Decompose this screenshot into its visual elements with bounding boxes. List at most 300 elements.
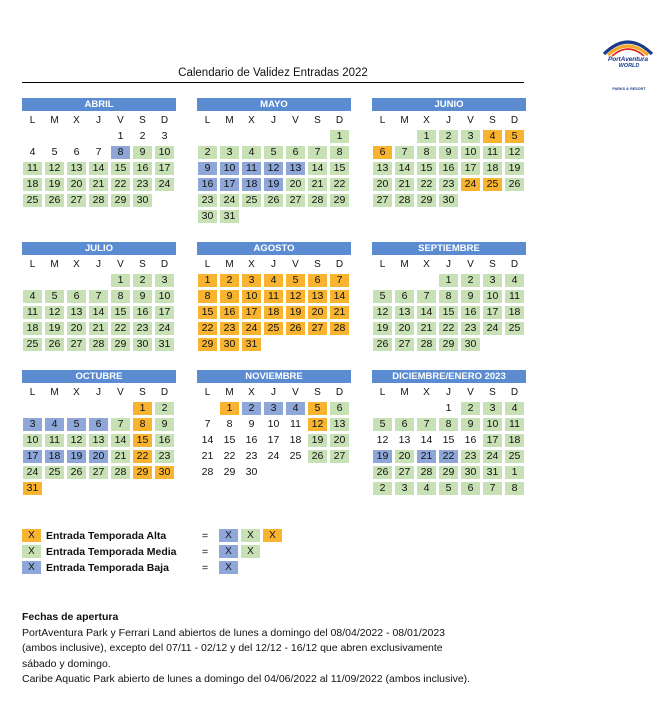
day-cell: 26 [308, 450, 327, 463]
day-cell: 15 [417, 162, 436, 175]
day-cell: 15 [111, 162, 130, 175]
weekday-label: L [204, 259, 211, 270]
weekday-label: M [50, 387, 59, 398]
day-cell: 15 [133, 434, 152, 447]
day-cell: 6 [330, 402, 349, 415]
weekday-label: M [50, 259, 59, 270]
legend-label: Entrada Temporada Media [46, 546, 177, 558]
weekday-label: J [96, 387, 101, 398]
day-cell: 24 [483, 322, 502, 335]
day-cell: 13 [395, 306, 414, 319]
day-cell: 7 [89, 290, 108, 303]
day-cell: 2 [439, 130, 458, 143]
day-cell: 27 [330, 450, 349, 463]
day-cell: 18 [505, 434, 524, 447]
day-cell: 17 [23, 450, 42, 463]
day-cell: 15 [223, 434, 236, 446]
day-cell: 14 [395, 162, 414, 175]
weekday-label: V [292, 387, 299, 398]
day-cell: 2 [461, 274, 480, 287]
day-cell: 26 [286, 322, 305, 335]
day-cell: 19 [45, 322, 64, 335]
day-cell: 29 [198, 338, 217, 351]
day-cell: 8 [111, 290, 130, 303]
day-cell: 2 [155, 402, 174, 415]
weekday-label: S [314, 259, 321, 270]
day-cell: 28 [417, 466, 436, 479]
day-cell: 29 [439, 338, 458, 351]
weekday-label: D [510, 115, 519, 126]
weekday-label: M [400, 387, 409, 398]
day-cell: 29 [111, 194, 130, 207]
day-cell: 19 [264, 178, 283, 191]
day-cell: 17 [155, 162, 174, 175]
weekday-label: D [510, 259, 519, 270]
month-header: MAYO [197, 98, 351, 111]
day-cell: 9 [155, 418, 174, 431]
weekday-label: V [117, 259, 124, 270]
day-cell: 17 [242, 306, 261, 319]
month-days-grid [197, 383, 351, 491]
month-header: SEPTIEMBRE [372, 242, 526, 255]
day-cell: 14 [111, 434, 130, 447]
day-cell: 2 [461, 402, 480, 415]
day-cell: 11 [505, 290, 524, 303]
month-calendar [197, 242, 351, 363]
weekday-label: M [225, 115, 234, 126]
day-cell: 5 [264, 146, 283, 159]
weekday-label: V [292, 259, 299, 270]
day-cell: 27 [308, 322, 327, 335]
day-cell: 28 [417, 338, 436, 351]
day-cell: 11 [45, 434, 64, 447]
day-cell: 1 [445, 402, 452, 414]
day-cell: 25 [242, 194, 261, 207]
day-cell: 15 [439, 306, 458, 319]
weekday-label: X [73, 387, 80, 398]
day-cell: 11 [290, 418, 301, 430]
day-cell: 1 [198, 274, 217, 287]
opening-dates-notes [22, 610, 542, 688]
day-cell: 28 [201, 466, 214, 478]
day-cell: 3 [483, 274, 502, 287]
weekday-label: L [204, 115, 211, 126]
day-cell: 2 [242, 402, 261, 415]
month-days-grid [22, 255, 176, 363]
day-cell: 23 [198, 194, 217, 207]
day-cell: 7 [204, 418, 211, 430]
day-cell: 1 [111, 274, 130, 287]
day-cell: 10 [242, 290, 261, 303]
day-cell: 13 [308, 290, 327, 303]
legend-equals: = [202, 546, 209, 558]
weekday-label: V [467, 259, 474, 270]
month-header: JULIO [22, 242, 176, 255]
notes-heading: Fechas de apertura [22, 611, 119, 623]
weekday-label: D [335, 387, 344, 398]
day-cell: 20 [330, 434, 349, 447]
day-cell: 14 [89, 306, 108, 319]
day-cell: 17 [461, 162, 480, 175]
day-cell: 5 [51, 146, 58, 158]
day-cell: 22 [111, 322, 130, 335]
day-cell: 20 [373, 178, 392, 191]
weekday-label: V [467, 115, 474, 126]
day-cell: 26 [505, 178, 524, 191]
day-cell: 1 [330, 130, 349, 143]
day-cell: 22 [198, 322, 217, 335]
weekday-label: D [160, 115, 169, 126]
weekday-label: L [29, 387, 36, 398]
month-days-grid [22, 111, 176, 219]
day-cell: 25 [289, 450, 302, 462]
day-cell: 8 [198, 290, 217, 303]
month-header: AGOSTO [197, 242, 351, 255]
day-cell: 7 [417, 418, 436, 431]
day-cell: 12 [505, 146, 524, 159]
day-cell: 3 [155, 274, 174, 287]
day-cell: 13 [398, 434, 411, 446]
day-cell: 5 [67, 418, 86, 431]
day-cell: 19 [67, 450, 86, 463]
day-cell: 23 [245, 450, 258, 462]
day-cell: 18 [483, 162, 502, 175]
weekday-label: M [225, 259, 234, 270]
day-cell: 5 [373, 290, 392, 303]
legend-valid-box: X [241, 545, 260, 558]
day-cell: 1 [439, 274, 458, 287]
day-cell: 16 [155, 434, 174, 447]
month-calendar [197, 370, 351, 491]
weekday-label: X [73, 259, 80, 270]
weekday-label: J [96, 115, 101, 126]
day-cell: 10 [461, 146, 480, 159]
day-cell: 27 [395, 338, 414, 351]
month-days-grid [22, 383, 176, 494]
day-cell: 23 [133, 178, 152, 191]
day-cell: 21 [201, 450, 214, 462]
day-cell: 7 [395, 146, 414, 159]
day-cell: 30 [439, 194, 458, 207]
day-cell: 10 [155, 290, 174, 303]
day-cell: 14 [201, 434, 214, 446]
legend-valid-box: X [219, 545, 238, 558]
day-cell: 6 [461, 482, 480, 495]
day-cell: 26 [264, 194, 283, 207]
day-cell: 5 [308, 402, 327, 415]
day-cell: 20 [395, 322, 414, 335]
weekday-label: M [400, 115, 409, 126]
day-cell: 12 [308, 418, 327, 431]
day-cell: 29 [330, 194, 349, 207]
day-cell: 3 [395, 482, 414, 495]
day-cell: 21 [111, 450, 130, 463]
logo-line-1: PortAventura [608, 56, 648, 63]
day-cell: 3 [461, 130, 480, 143]
day-cell: 14 [417, 306, 436, 319]
day-cell: 9 [220, 290, 239, 303]
day-cell: 6 [286, 146, 305, 159]
day-cell: 30 [220, 338, 239, 351]
day-cell: 12 [264, 162, 283, 175]
day-cell: 28 [89, 194, 108, 207]
month-header: JUNIO [372, 98, 526, 111]
weekday-label: L [29, 115, 36, 126]
month-days-grid [372, 255, 526, 363]
day-cell: 10 [23, 434, 42, 447]
day-cell: 21 [308, 178, 327, 191]
month-header: OCTUBRE [22, 370, 176, 383]
day-cell: 24 [461, 178, 480, 191]
day-cell: 14 [420, 434, 433, 446]
day-cell: 17 [483, 434, 502, 447]
day-cell: 8 [330, 146, 349, 159]
day-cell: 23 [461, 450, 480, 463]
day-cell: 2 [139, 130, 146, 142]
day-cell: 16 [220, 306, 239, 319]
legend-valid-box: X [241, 529, 260, 542]
page-title: Calendario de Validez Entradas 2022 [178, 67, 368, 79]
title-rule [22, 82, 524, 83]
day-cell: 9 [198, 162, 217, 175]
legend-equals: = [202, 562, 209, 574]
day-cell: 4 [23, 290, 42, 303]
day-cell: 12 [67, 434, 86, 447]
day-cell: 4 [242, 146, 261, 159]
day-cell: 24 [155, 178, 174, 191]
day-cell: 12 [45, 162, 64, 175]
day-cell: 4 [417, 482, 436, 495]
day-cell: 9 [133, 146, 152, 159]
day-cell: 23 [461, 322, 480, 335]
weekday-label: S [314, 115, 321, 126]
month-days-grid [197, 111, 351, 222]
weekday-label: J [271, 259, 276, 270]
weekday-label: J [446, 387, 451, 398]
day-cell: 13 [286, 162, 305, 175]
day-cell: 29 [133, 466, 152, 479]
day-cell: 23 [155, 450, 174, 463]
day-cell: 4 [286, 402, 305, 415]
day-cell: 30 [461, 466, 480, 479]
notes-line: PortAventura Park y Ferrari Land abiertos de lunes a domingo del 08/04/2022 - 08/01/2023 [22, 626, 445, 639]
day-cell: 21 [89, 322, 108, 335]
day-cell: 19 [286, 306, 305, 319]
day-cell: 6 [73, 146, 80, 158]
weekday-label: S [489, 387, 496, 398]
day-cell: 22 [330, 178, 349, 191]
day-cell: 20 [89, 450, 108, 463]
day-cell: 24 [242, 322, 261, 335]
day-cell: 4 [505, 274, 524, 287]
weekday-label: M [50, 115, 59, 126]
day-cell: 22 [439, 322, 458, 335]
weekday-label: J [271, 387, 276, 398]
day-cell: 27 [67, 194, 86, 207]
day-cell: 6 [89, 418, 108, 431]
logo-arc-icon [598, 36, 658, 58]
day-cell: 30 [198, 210, 217, 223]
day-cell: 2 [198, 146, 217, 159]
day-cell: 29 [417, 194, 436, 207]
day-cell: 8 [505, 482, 524, 495]
day-cell: 6 [308, 274, 327, 287]
weekday-label: V [117, 115, 124, 126]
day-cell: 18 [242, 178, 261, 191]
day-cell: 27 [67, 338, 86, 351]
weekday-label: V [292, 115, 299, 126]
day-cell: 20 [286, 178, 305, 191]
month-header: DICIEMBRE/ENERO 2023 [372, 370, 526, 383]
weekday-label: D [160, 259, 169, 270]
day-cell: 12 [376, 434, 389, 446]
legend-label: Entrada Temporada Baja [46, 562, 169, 574]
day-cell: 1 [505, 466, 524, 479]
day-cell: 1 [117, 130, 124, 142]
day-cell: 13 [89, 434, 108, 447]
day-cell: 16 [461, 306, 480, 319]
legend-swatch: X [22, 545, 41, 558]
day-cell: 19 [505, 162, 524, 175]
notes-line: sábado y domingo. [22, 657, 111, 670]
day-cell: 19 [308, 434, 327, 447]
month-calendar [372, 98, 526, 219]
month-header: ABRIL [22, 98, 176, 111]
day-cell: 12 [286, 290, 305, 303]
weekday-label: D [335, 259, 344, 270]
day-cell: 18 [289, 434, 302, 446]
day-cell: 3 [264, 402, 283, 415]
day-cell: 22 [439, 450, 458, 463]
day-cell: 21 [417, 450, 436, 463]
month-calendar [197, 98, 351, 222]
weekday-label: L [379, 115, 386, 126]
day-cell: 24 [23, 466, 42, 479]
day-cell: 8 [111, 146, 130, 159]
day-cell: 4 [45, 418, 64, 431]
day-cell: 1 [220, 402, 239, 415]
day-cell: 19 [45, 178, 64, 191]
day-cell: 13 [373, 162, 392, 175]
day-cell: 27 [89, 466, 108, 479]
day-cell: 25 [23, 194, 42, 207]
legend-valid-box: X [219, 561, 238, 574]
day-cell: 9 [248, 418, 255, 430]
month-days-grid [197, 255, 351, 363]
day-cell: 9 [133, 290, 152, 303]
portaventura-logo [598, 36, 658, 94]
legend-valid-box: X [263, 529, 282, 542]
day-cell: 30 [155, 466, 174, 479]
day-cell: 26 [373, 338, 392, 351]
day-cell: 15 [330, 162, 349, 175]
day-cell: 7 [95, 146, 102, 158]
weekday-label: S [489, 259, 496, 270]
day-cell: 30 [461, 338, 480, 351]
day-cell: 10 [155, 146, 174, 159]
weekday-label: V [117, 387, 124, 398]
day-cell: 16 [439, 162, 458, 175]
day-cell: 3 [161, 130, 168, 142]
weekday-label: X [423, 115, 430, 126]
day-cell: 26 [373, 466, 392, 479]
day-cell: 13 [67, 162, 86, 175]
day-cell: 27 [286, 194, 305, 207]
day-cell: 29 [439, 466, 458, 479]
weekday-label: X [73, 115, 80, 126]
weekday-label: X [248, 115, 255, 126]
day-cell: 11 [23, 162, 42, 175]
day-cell: 20 [67, 178, 86, 191]
day-cell: 6 [373, 146, 392, 159]
weekday-label: M [225, 387, 234, 398]
month-calendar [22, 242, 176, 363]
weekday-label: S [139, 259, 146, 270]
day-cell: 8 [439, 418, 458, 431]
day-cell: 3 [242, 274, 261, 287]
day-cell: 5 [505, 130, 524, 143]
weekday-label: L [379, 259, 386, 270]
day-cell: 8 [439, 290, 458, 303]
day-cell: 27 [395, 466, 414, 479]
day-cell: 11 [505, 418, 524, 431]
weekday-label: J [96, 259, 101, 270]
day-cell: 2 [373, 482, 392, 495]
day-cell: 21 [417, 322, 436, 335]
notes-line: (ambos inclusive), excepto del 07/11 - 02/12 y del 12/12 - 16/12 que abren exclusivamente [22, 642, 443, 654]
day-cell: 4 [483, 130, 502, 143]
day-cell: 10 [483, 418, 502, 431]
weekday-label: S [139, 387, 146, 398]
day-cell: 11 [242, 162, 261, 175]
day-cell: 1 [133, 402, 152, 415]
legend-valid-box: X [219, 529, 238, 542]
day-cell: 14 [308, 162, 327, 175]
day-cell: 1 [417, 130, 436, 143]
day-cell: 23 [439, 178, 458, 191]
day-cell: 15 [442, 434, 455, 446]
day-cell: 10 [267, 418, 280, 430]
day-cell: 6 [395, 418, 414, 431]
legend-swatch: X [22, 561, 41, 574]
day-cell: 7 [308, 146, 327, 159]
day-cell: 24 [155, 322, 174, 335]
day-cell: 18 [23, 322, 42, 335]
day-cell: 8 [133, 418, 152, 431]
weekday-label: D [335, 115, 344, 126]
day-cell: 5 [439, 482, 458, 495]
day-cell: 7 [483, 482, 502, 495]
day-cell: 23 [220, 322, 239, 335]
weekday-label: M [400, 259, 409, 270]
weekday-label: X [248, 259, 255, 270]
day-cell: 6 [67, 290, 86, 303]
day-cell: 9 [461, 418, 480, 431]
weekday-label: D [160, 387, 169, 398]
day-cell: 4 [29, 146, 36, 158]
logo-line-2: WORLD [618, 63, 640, 69]
day-cell: 28 [330, 322, 349, 335]
month-calendar [22, 370, 176, 494]
day-cell: 13 [67, 306, 86, 319]
weekday-label: J [271, 115, 276, 126]
day-cell: 16 [245, 434, 258, 446]
day-cell: 11 [23, 306, 42, 319]
day-cell: 10 [483, 290, 502, 303]
day-cell: 16 [133, 162, 152, 175]
day-cell: 31 [220, 210, 239, 223]
day-cell: 18 [505, 306, 524, 319]
